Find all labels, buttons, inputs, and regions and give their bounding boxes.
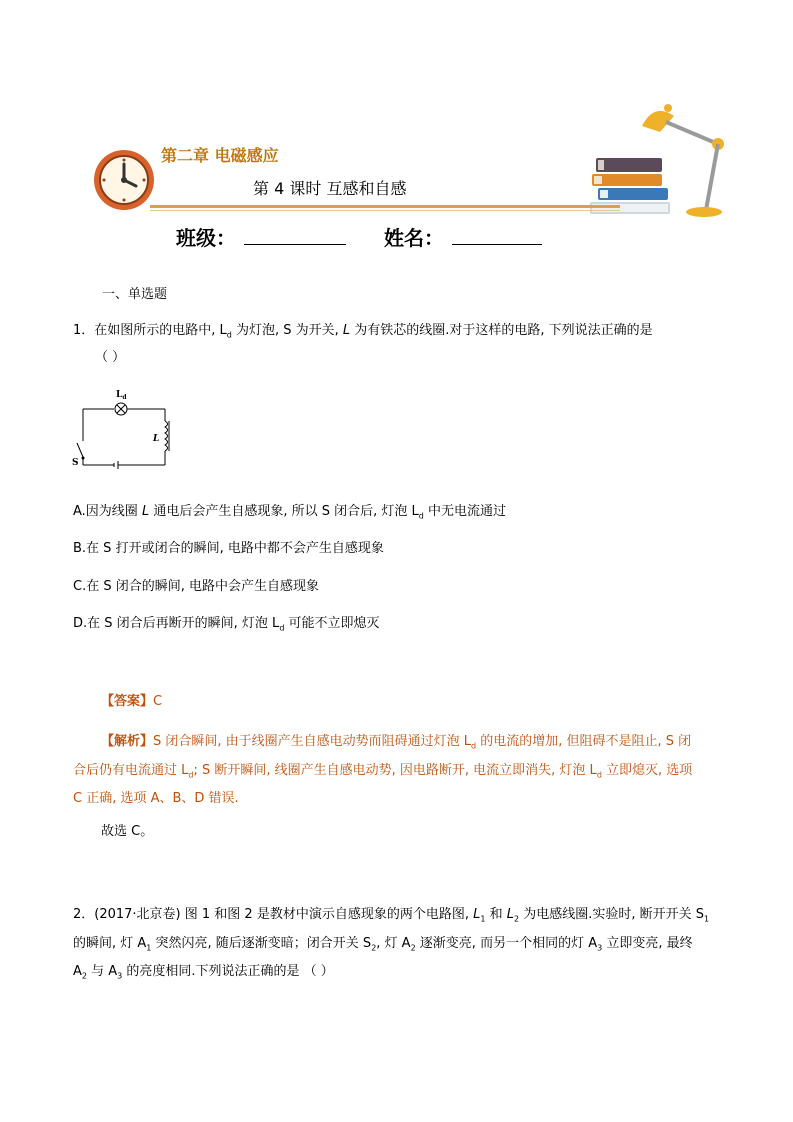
option-b[interactable]: B.在 S 打开或闭合的瞬间, 电路中都不会产生自感现象 [73,541,384,556]
conclusion: 故选 C。 [101,824,154,839]
switch-label: S [72,458,79,468]
option-c[interactable]: C.在 S 闭合的瞬间, 电路中会产生自感现象 [73,579,319,594]
option-d[interactable]: D.在 S 闭合后再断开的瞬间, 灯泡 $L_d$ 可能不立即熄灭 [73,616,380,633]
section-title: 一、单选题 [102,287,168,302]
banner-line [150,205,620,208]
coil-label: L [153,434,160,444]
explanation: 【解析】S 闭合瞬间, 由于线圈产生自感电动势而阻碍通过灯泡 $L_d$ 的电流的增加, 但阻碍不是阻止, S 闭 合后仍有电流通过 $L_d$; S 断开瞬间, 线圈产生自感电动势, 因电路断开, 电流立即消失, 灯泡 $L_d$ 立即熄灭, 选项 C 正确, 选项 A、B、D 错误. [73,734,693,807]
answer: 【答案】C [101,694,163,709]
question-2-stem: 2．(2017·北京卷) 图 1 和图 2 是教材中演示自感现象的两个电路图, $L_1$ 和 $L_2$ 为电感线圈.实验时, 断开开关 $S_1$ 的瞬间, 灯 $A_1$ 突然闪亮, 随后逐渐变暗；闭合开关 $S_2$, 灯 $A_2$ 逐渐变亮, 而另一个相同的灯 $A_3$ 立即变亮, 最终 $A_2$ 与 $A_3$ 的亮度相同.下列说法正确的是 （ ） [73,907,710,981]
circuit-diagram [70,383,180,473]
desk-lamp-icon [640,98,730,220]
lesson-title: 第 4 课时 互感和自感 [253,179,407,198]
clock-icon [92,148,156,212]
chapter-title: 第二章 电磁感应 [161,146,279,165]
banner-line-thin [150,210,620,211]
class-blank[interactable] [244,244,346,245]
name-blank[interactable] [452,244,542,245]
option-a[interactable]: A.因为线圈 L 通电后会产生自感现象, 所以 S 闭合后, 灯泡 $L_d$ 中无电流通过 [73,504,506,521]
question-1-stem: 1．在如图所示的电路中, $L_d$ 为灯泡, S 为开关, L 为有铁芯的线圈.对于这样的电路, 下列说法正确的是 （ ） [73,323,653,365]
class-label: 班级： [176,226,236,250]
name-label: 姓名： [384,226,444,250]
lamp-label: $L_d$ [116,390,127,401]
